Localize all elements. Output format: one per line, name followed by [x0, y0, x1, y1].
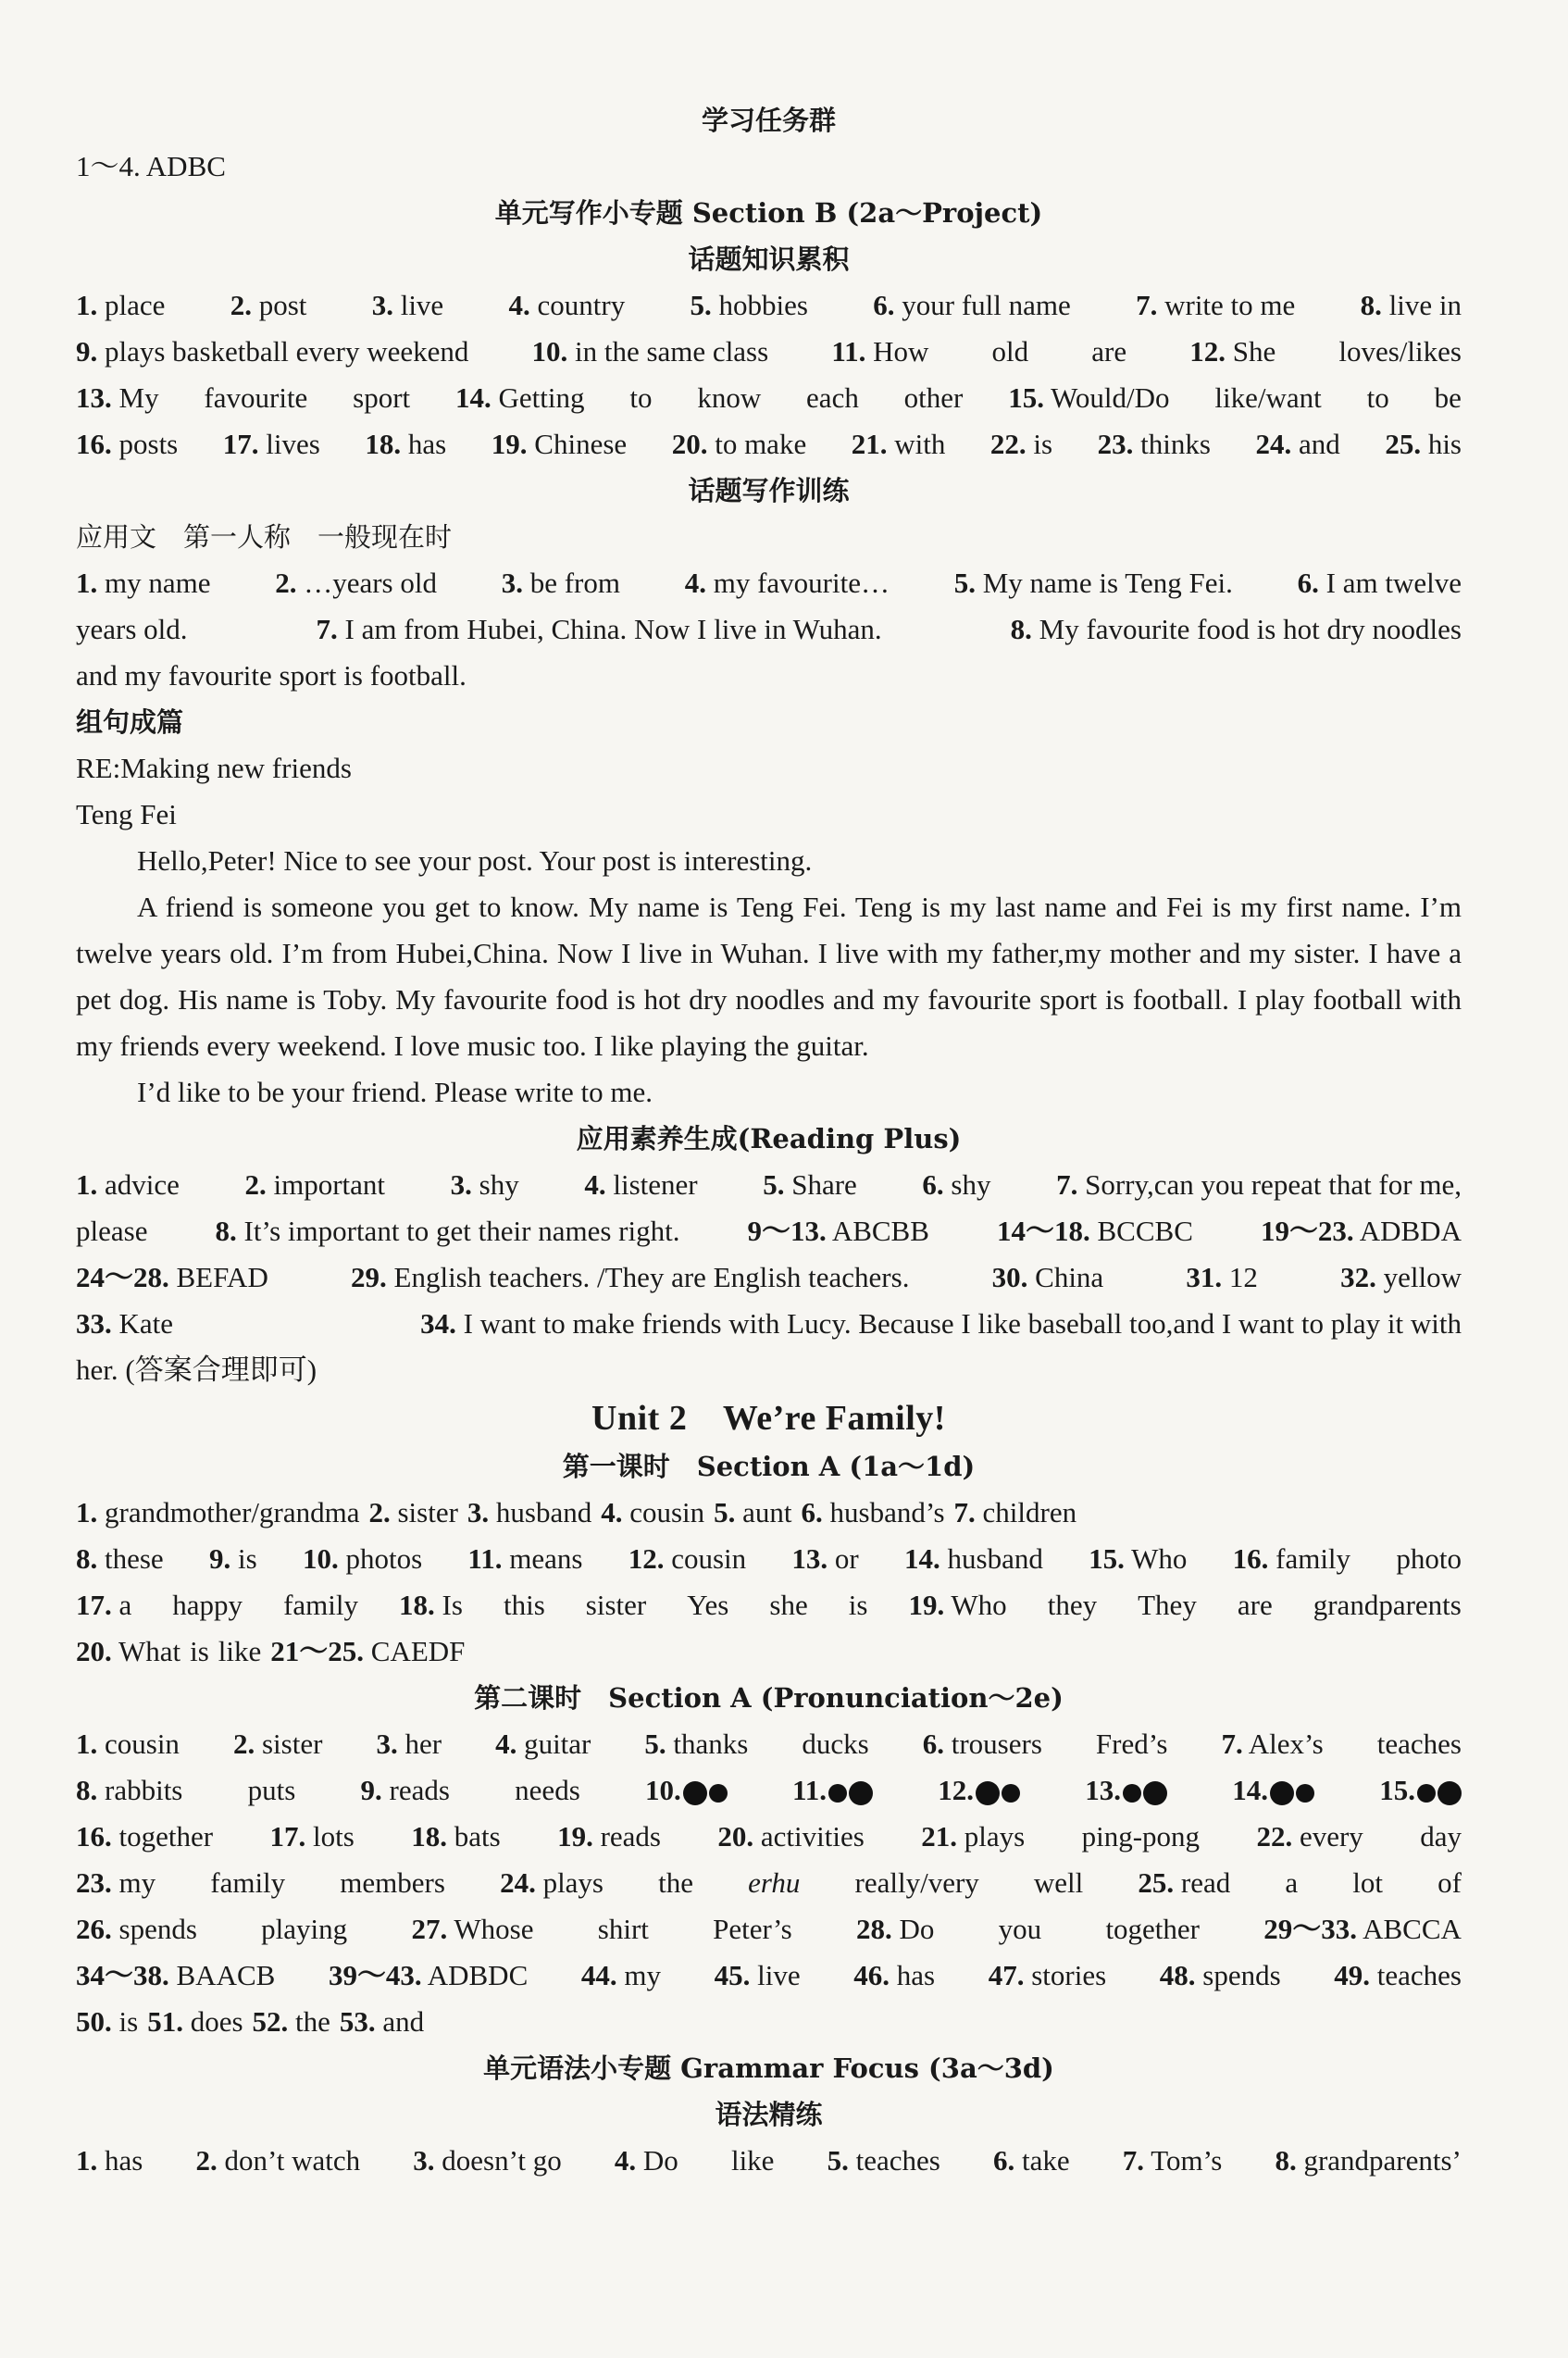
answer-item: like [730, 2144, 775, 2177]
answer-item: you [998, 1913, 1042, 1945]
answer-item: 39～43. ADBDC [328, 1959, 529, 1991]
stress-pattern-item: 12. [938, 1767, 1020, 1814]
letter-closing: I’d like to be your friend. Please write to me. [137, 1076, 653, 1108]
answer-line [76, 1536, 1462, 1582]
answer-item: 19. Who [908, 1589, 1007, 1621]
answer-item: 5. aunt [714, 1496, 792, 1528]
answer-item: 50. is [76, 2005, 139, 2038]
unstressed-dot-icon [1296, 1784, 1314, 1803]
stressed-dot-icon [1270, 1781, 1294, 1805]
unstressed-dot-icon [828, 1784, 847, 1803]
answer-item: 2. post [230, 289, 307, 321]
answer-item: 13. or [791, 1542, 859, 1575]
answer-item: 22. is [989, 428, 1053, 460]
answer-item: 19. reads [557, 1820, 661, 1853]
answer-item: 6. shy [922, 1168, 991, 1201]
answer-item: to [629, 381, 653, 414]
answer-item: old [991, 335, 1029, 368]
answer-item: 12. cousin [628, 1542, 747, 1575]
writing-type: 应用文 第一人称 一般现在时 [76, 521, 453, 553]
answer-line [76, 1767, 1462, 1814]
answer-item: 9～13. ABCBB [747, 1215, 929, 1247]
compose-heading: 组句成篇 [76, 706, 184, 738]
lesson2-answers [76, 1721, 1462, 2045]
answer-item: 17. a [76, 1589, 132, 1621]
answer-item: erhu [748, 1866, 801, 1899]
letter-author: Teng Fei [76, 798, 177, 830]
answer-item: 7. Tom’s [1122, 2144, 1223, 2177]
unit-title: Unit 2 We’re Family! [591, 1399, 946, 1438]
answer-item: 19～23. ADBDA [1260, 1215, 1462, 1247]
answer-item: 5. Share [763, 1168, 857, 1201]
answer-item: 6. take [992, 2144, 1070, 2177]
answer-item: 1. cousin [76, 1728, 180, 1760]
letter-subject: RE:Making new friends [76, 752, 352, 784]
answer-line [76, 1208, 1462, 1254]
answer-line [76, 421, 1462, 468]
answer-item: 21. plays [921, 1820, 1026, 1853]
answer-item: 7. write to me [1136, 289, 1296, 321]
answer-item: 9. reads [360, 1774, 450, 1806]
answer-item: 48. spends [1159, 1959, 1281, 1991]
answer-item: together [1105, 1913, 1201, 1945]
answer-item: 3. live [371, 289, 444, 321]
stressed-dot-icon [1437, 1781, 1462, 1805]
answer-item: grandparents [1313, 1589, 1462, 1621]
answer-item: 15. Would/Do [1008, 381, 1170, 414]
answer-item: lot [1352, 1866, 1383, 1899]
answer-item: is [848, 1589, 868, 1621]
answer-item: 5. hobbies [690, 289, 808, 321]
answer-item: Fred’s [1095, 1728, 1168, 1760]
answer-line [76, 1721, 1462, 1767]
answer-item: be [1434, 381, 1462, 414]
answer-item: 14. Getting [455, 381, 585, 414]
answer-item: 6. trousers [922, 1728, 1042, 1760]
answer-item: 11. means [467, 1542, 583, 1575]
answer-item: 7. Alex’s [1221, 1728, 1324, 1760]
answer-item: photo [1396, 1542, 1462, 1575]
answer-item: 18. bats [411, 1820, 501, 1853]
answer-item: of [1437, 1866, 1462, 1899]
answer-item: 16. posts [76, 428, 179, 460]
answer-item: day [1420, 1820, 1462, 1853]
answer-item: 1～4. ADBC [76, 150, 226, 182]
answer-item: 7. Sorry,can you repeat that for me, [1056, 1168, 1462, 1201]
answer-item: 4. listener [584, 1168, 698, 1201]
answer-item: They [1138, 1589, 1197, 1621]
answer-line [76, 329, 1462, 375]
answer-item: sport [353, 381, 411, 414]
answer-item: 4. guitar [495, 1728, 591, 1760]
stressed-dot-icon [683, 1781, 707, 1805]
unstressed-dot-icon [1123, 1784, 1141, 1803]
answer-item: 31. 12 [1186, 1261, 1258, 1293]
answer-line [76, 1906, 1462, 1953]
answer-item: loves/likes [1338, 335, 1462, 368]
answer-line [76, 1814, 1462, 1860]
writing-answers [76, 560, 1462, 699]
answer-item: 5. thanks [644, 1728, 749, 1760]
answer-item: and my favourite sport is football. [76, 659, 467, 692]
answer-line [76, 1254, 1462, 1301]
answer-item: 52. the [252, 2005, 330, 2038]
answer-line [76, 1628, 1462, 1675]
answer-item: 20. What [76, 1635, 181, 1667]
page-title: 学习任务群 [701, 105, 836, 136]
grammar-title: 单元语法小专题 Grammar Focus (3a～3d) [483, 2052, 1054, 2084]
answer-item: 7. I am from Hubei, China. Now I live in Wuhan. [316, 613, 882, 645]
answer-item: shirt [597, 1913, 649, 1945]
answer-item: 23. my [76, 1866, 156, 1899]
answer-item: 2. sister [232, 1728, 323, 1760]
answer-item: 3. her [376, 1728, 442, 1760]
answer-item: 2. important [244, 1168, 386, 1201]
answer-item: 10. photos [302, 1542, 423, 1575]
answer-item: 29. English teachers. /They are English teachers. [351, 1261, 910, 1293]
answer-item: 23. thinks [1097, 428, 1211, 460]
answer-item: 3. husband [467, 1496, 592, 1528]
answer-item: 25. read [1138, 1866, 1231, 1899]
answer-line [76, 1860, 1462, 1906]
answer-item: 3. be from [501, 567, 620, 599]
answer-item: 4. cousin [601, 1496, 705, 1528]
answer-item: 17. lives [222, 428, 320, 460]
answer-line [76, 1347, 1462, 1393]
answer-item: 10. in the same class [531, 335, 769, 368]
answer-item: needs [515, 1774, 580, 1806]
lesson1-answers [76, 1490, 1462, 1675]
answer-item: 21～25. CAEDF [270, 1635, 466, 1667]
answer-item: Peter’s [713, 1913, 792, 1945]
answer-item: 51. does [147, 2005, 243, 2038]
answer-item: 7. children [953, 1496, 1077, 1528]
answer-item: 1. place [76, 289, 166, 321]
answer-item: 29～33. ABCCA [1263, 1913, 1462, 1945]
answer-item: 13. My [76, 381, 159, 414]
answer-item: 3. doesn’t go [413, 2144, 562, 2177]
answer-item: 46. has [853, 1959, 936, 1991]
answer-item: 21. with [851, 428, 946, 460]
answer-item: 8. My favourite food is hot dry noodles [1010, 613, 1462, 645]
answer-item: are [1091, 335, 1127, 368]
answer-item: 1. has [76, 2144, 143, 2177]
answer-item: 20. activities [717, 1820, 865, 1853]
answer-item: 8. these [76, 1542, 164, 1575]
lesson1-title: 第一课时 Section A (1a～1d) [562, 1451, 976, 1482]
answer-item: 9. is [208, 1542, 257, 1575]
unstressed-dot-icon [709, 1784, 728, 1803]
answer-item: 5. teaches [827, 2144, 940, 2177]
stress-pattern-item: 10. [645, 1767, 728, 1814]
answer-line [76, 1301, 1462, 1347]
section-b-title: 单元写作小专题 Section B (2a～Project) [494, 197, 1043, 229]
answer-item: 27. Whose [411, 1913, 534, 1945]
answer-item: really/very [854, 1866, 979, 1899]
grammar-answers [76, 2138, 1462, 2184]
answer-item: 18. Is [399, 1589, 463, 1621]
answer-line [76, 2138, 1462, 2184]
answer-item: family [283, 1589, 359, 1621]
answer-item: 20. to make [671, 428, 807, 460]
answer-item: 6. I am twelve [1297, 567, 1462, 599]
answer-item: ping-pong [1081, 1820, 1201, 1853]
unstressed-dot-icon [1417, 1784, 1436, 1803]
answer-item: members [340, 1866, 445, 1899]
answer-item: 53. and [339, 2005, 425, 2038]
letter-body: A friend is someone you get to know. My name is Teng Fei. Teng is my last name and Fei is my first name. I’m twelve years old. I’m from Hubei,China. Now I live in Wuhan. I live with my father,my mother and my sister. I have a pet dog. His name is Toby. My favourite food is hot dry noodles and my favourite sport is football. I play football with my friends every weekend. I love music too. I like playing the guitar. [76, 891, 1462, 1062]
answer-item: 18. has [365, 428, 447, 460]
answer-item: 33. Kate [76, 1307, 174, 1340]
answer-item: 14～18. BCCBC [996, 1215, 1193, 1247]
answer-item: 47. stories [988, 1959, 1107, 1991]
stressed-dot-icon [976, 1781, 1000, 1805]
answer-item: 30. China [991, 1261, 1104, 1293]
answer-item: 2. …years old [275, 567, 437, 599]
answer-item: 2. sister [368, 1496, 458, 1528]
answer-item: 14. husband [904, 1542, 1043, 1575]
answer-item: 22. every [1256, 1820, 1363, 1853]
answer-item: 8. It’s important to get their names right. [215, 1215, 680, 1247]
answer-line [76, 1490, 1462, 1536]
answer-item: favourite [204, 381, 308, 414]
answer-item: 1. advice [76, 1168, 180, 1201]
answer-item: to [1366, 381, 1389, 414]
answer-item: know [697, 381, 762, 414]
stress-pattern-item: 15. [1379, 1767, 1462, 1814]
answer-line [76, 1582, 1462, 1628]
answer-item: years old. [76, 613, 188, 645]
answer-item: 8. grandparents’ [1275, 2144, 1462, 2177]
answer-item: happy [172, 1589, 243, 1621]
answer-line [76, 560, 1462, 606]
answer-item: 4. country [508, 289, 626, 321]
answer-item: they [1047, 1589, 1098, 1621]
answer-item: 24. plays [500, 1866, 604, 1899]
answer-item: ducks [802, 1728, 869, 1760]
answer-item: 26. spends [76, 1913, 197, 1945]
answer-item: 45. live [714, 1959, 801, 1991]
answer-item: 12. She [1189, 335, 1276, 368]
answer-line [76, 143, 1462, 190]
answer-item: 16. family [1232, 1542, 1351, 1575]
answer-item: her. (答案合理即可) [76, 1354, 317, 1386]
stress-pattern-item: 14. [1232, 1767, 1314, 1814]
answer-item: 6. husband’s [801, 1496, 945, 1528]
answer-line [76, 606, 1462, 653]
answer-item: 4. Do [614, 2144, 678, 2177]
answer-item: 11. How [831, 335, 929, 368]
answer-item: is [190, 1635, 209, 1667]
reading-plus-answers [76, 1162, 1462, 1393]
answer-item: 15. Who [1089, 1542, 1188, 1575]
answer-item: 34～38. BAACB [76, 1959, 276, 1991]
answer-item: like/want [1214, 381, 1322, 414]
answer-item: 28. Do [855, 1913, 935, 1945]
answer-item: 8. rabbits [76, 1774, 183, 1806]
answer-item: sister [585, 1589, 647, 1621]
answer-item: teaches [1376, 1728, 1462, 1760]
answer-item: family [210, 1866, 286, 1899]
letter-greeting: Hello,Peter! Nice to see your post. Your post is interesting. [137, 844, 813, 877]
answer-item: 24. and [1255, 428, 1340, 460]
grammar-sub: 语法精练 [715, 2099, 823, 2130]
answer-item: like [218, 1635, 262, 1667]
answer-item: 44. my [580, 1959, 661, 1991]
answer-line [76, 1953, 1462, 1999]
answer-item: each [806, 381, 859, 414]
answer-item: puts [247, 1774, 296, 1806]
answer-item: please [76, 1215, 148, 1247]
answer-item: 17. lots [269, 1820, 355, 1853]
answer-item: 1. my name [76, 567, 211, 599]
answer-item: she [769, 1589, 808, 1621]
answer-item: 4. my favourite… [684, 567, 890, 599]
stressed-dot-icon [849, 1781, 873, 1805]
answer-item: 2. don’t watch [195, 2144, 361, 2177]
answer-item: 19. Chinese [491, 428, 628, 460]
answer-line [76, 1162, 1462, 1208]
answer-line [76, 1999, 1462, 2045]
lesson2-title: 第二课时 Section A (Pronunciation～2e) [474, 1682, 1064, 1714]
answer-line [76, 653, 1462, 699]
answer-item: other [903, 381, 964, 414]
unstressed-dot-icon [1002, 1784, 1020, 1803]
answer-item: 3. shy [450, 1168, 519, 1201]
reading-plus-title: 应用素养生成(Reading Plus) [576, 1123, 962, 1154]
answer-item: 1. grandmother/grandma [76, 1496, 360, 1528]
answer-item: are [1237, 1589, 1273, 1621]
knowledge-answers [76, 282, 1462, 468]
answer-item: 25. his [1385, 428, 1462, 460]
stress-pattern-item: 11. [792, 1767, 873, 1814]
stress-pattern-item: 13. [1085, 1767, 1167, 1814]
answer-item: 5. My name is Teng Fei. [953, 567, 1233, 599]
answer-item: well [1033, 1866, 1084, 1899]
answer-item: 32. yellow [1340, 1261, 1462, 1293]
answer-item: 16. together [76, 1820, 214, 1853]
answer-item: 9. plays basketball every weekend [76, 335, 469, 368]
answer-item: Yes [687, 1589, 729, 1621]
answer-line [76, 282, 1462, 329]
answer-item: a [1285, 1866, 1299, 1899]
answer-item: 34. I want to make friends with Lucy. Because I like baseball too,and I want to play it with [420, 1307, 1462, 1340]
answer-item: 8. live in [1360, 289, 1462, 321]
answer-item: playing [261, 1913, 348, 1945]
writing-heading: 话题写作训练 [688, 475, 850, 506]
answer-item: 6. your full name [873, 289, 1071, 321]
answer-item: 24～28. BEFAD [76, 1261, 268, 1293]
stressed-dot-icon [1143, 1781, 1167, 1805]
answer-item: 49. teaches [1334, 1959, 1462, 1991]
answer-item: this [503, 1589, 545, 1621]
knowledge-heading: 话题知识累积 [688, 243, 850, 275]
answer-line [76, 375, 1462, 421]
answer-item: the [658, 1866, 693, 1899]
